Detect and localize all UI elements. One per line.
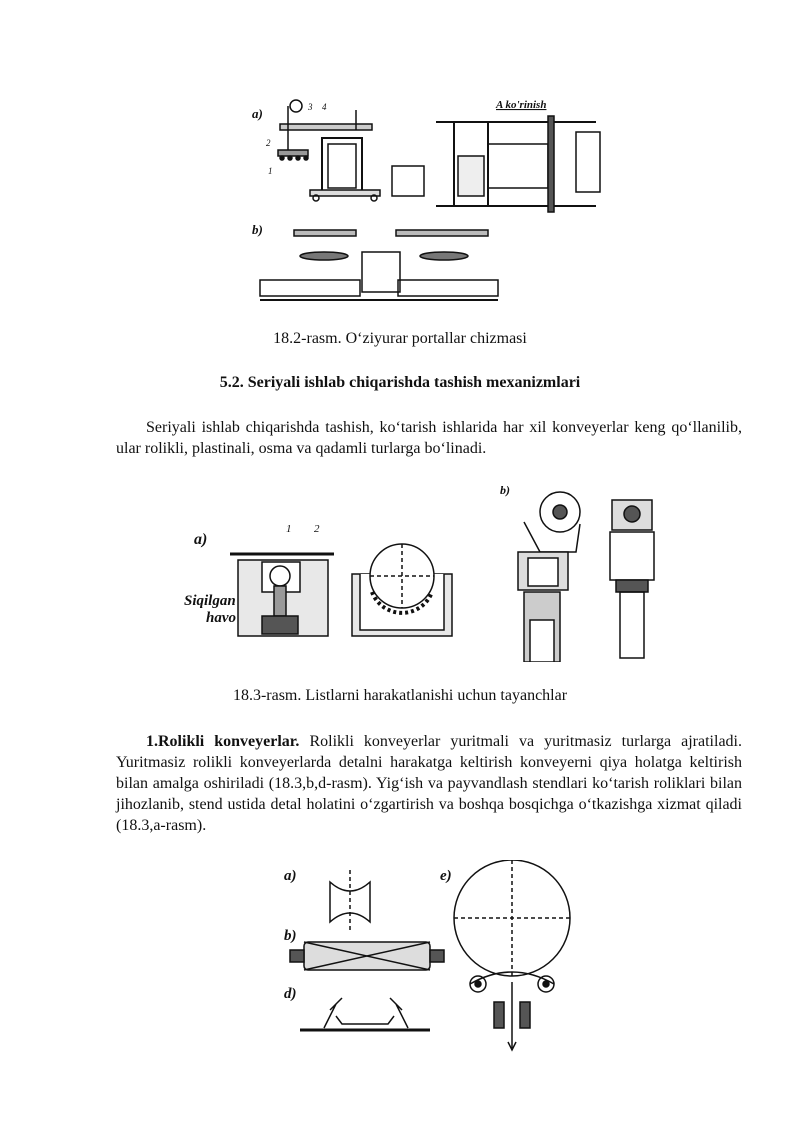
fig-18-3-num-2: 2	[314, 523, 320, 535]
figure-18-2-caption-prefix: 18.2-rasm.	[273, 330, 342, 347]
paragraph-2-lead: 1.Rolikli konveyerlar.	[146, 733, 300, 750]
paragraph-2-text: Rolikli konveyerlar yuritmali va yuritmasiz turlarga ajratiladi. Yuritmasiz rolikli konveyerlarda detalni harakatga keltirish konveyerni qiya holatga keltirish bilan amalga oshiriladi (18.3,b,d-rasm). Yig‘ish va payvandlash stendlari ko‘tarish roliklari bilan jihozlanib, stend ustida detal holatini o‘zgartirish va boshqa bosqichga o‘tkazishga xizmat qiladi (18.3,a-rasm).	[116, 733, 742, 834]
figure-18-2-caption	[0, 330, 800, 348]
fig-18-2-num-2: 2	[266, 138, 271, 148]
fig-18-4-label-e: e)	[440, 868, 452, 884]
fig-18-4-label-a: a)	[284, 868, 297, 884]
fig-18-3-air-label-2: havo	[206, 610, 236, 626]
figure-18-4-drawing	[280, 860, 590, 1055]
figure-18-2-caption-text: O‘ziyurar portallar chizmasi	[341, 330, 527, 347]
paragraph-2	[116, 731, 742, 836]
section-heading: 5.2. Seriyali ishlab chiqarishda tashish mexanizmlari	[219, 374, 581, 391]
fig-18-3-label-b: b)	[500, 483, 510, 497]
figure-18-3-caption: 18.3-rasm. Listlarni harakatlanishi uchun tayanchlar	[232, 687, 568, 704]
fig-18-2-label-b: b)	[252, 222, 263, 237]
paragraph-1-text: Seriyali ishlab chiqarishda tashish, ko‘tarish ishlarida har xil konveyerlar keng qo‘llanilib, ular rolikli, plastinali, osma va qadamli turlarga bo‘linadi.	[116, 419, 742, 457]
figure-18-3-drawing	[184, 480, 664, 662]
fig-18-4-label-d: d)	[284, 986, 297, 1002]
fig-18-3-num-1: 1	[286, 523, 292, 535]
fig-18-2-num-3: 3	[308, 102, 313, 112]
fig-18-2-view-label: A ko'rinish	[496, 99, 547, 111]
fig-18-4-label-b: b)	[284, 928, 297, 944]
fig-18-2-num-1: 1	[268, 166, 273, 176]
fig-18-3-air-label-1: Siqilgan	[184, 593, 236, 609]
figure-18-2-drawing	[250, 96, 610, 308]
fig-18-2-num-4: 4	[322, 102, 327, 112]
paragraph-1	[116, 417, 742, 459]
fig-18-2-label-a: a)	[252, 106, 263, 121]
fig-18-3-label-a: a)	[194, 531, 208, 548]
